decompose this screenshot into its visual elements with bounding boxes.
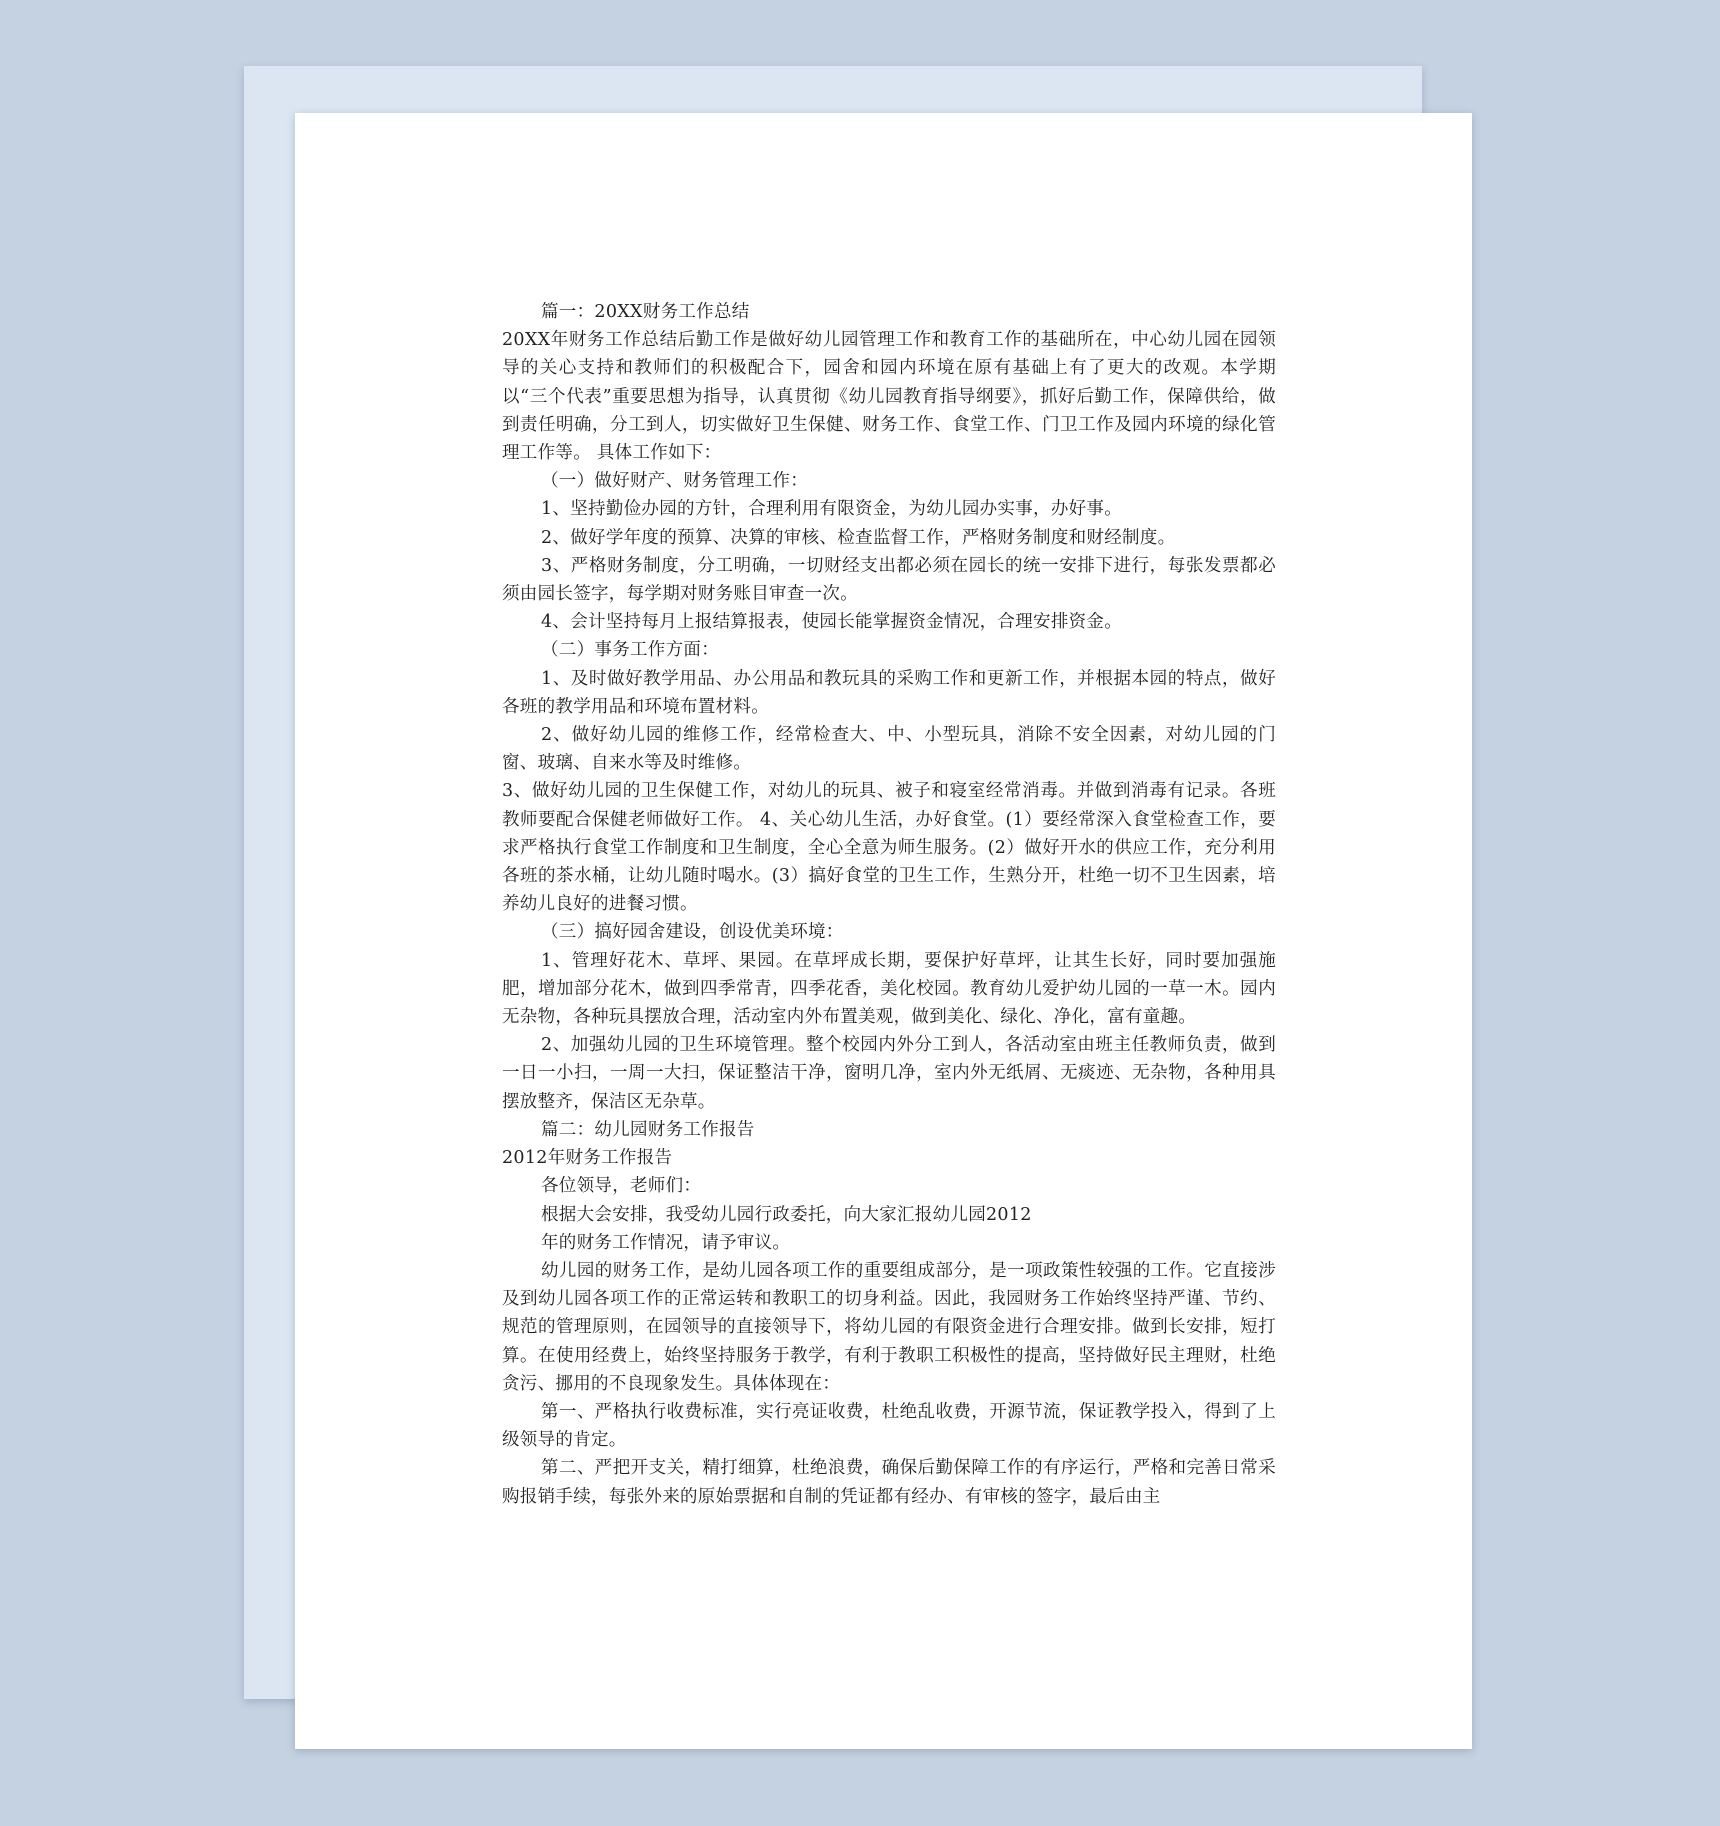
document-body xyxy=(502,298,1276,1511)
document-paragraph: 2012年财务工作报告 xyxy=(502,1148,673,1169)
document-paragraph: 幼儿园的财务工作，是幼儿园各项工作的重要组成部分，是一项政策性较强的工作。它直接涉及到幼儿园各项工作的正常运转和教职工的切身利益。因此，我园财务工作始终坚持严谨、节约、规范的管理原则，在园领导的直接领导下，将幼儿园的有限资金进行合理安排。做到长安排，短打算。在使用经费上，始终坚持服务于教学，有利于教职工积极性的提高，坚持做好民主理财，杜绝贪污、挪用的不良现象发生。具体体现在： xyxy=(502,1260,1276,1394)
document-paragraph: 20XX年财务工作总结后勤工作是做好幼儿园管理工作和教育工作的基础所在，中心幼儿园在园领导的关心支持和教师们的积极配合下，园舍和园内环境在原有基础上有了更大的改观。本学期以“三个代表”重要思想为指导，认真贯彻《幼儿园教育指导纲要》，抓好后勤工作，保障供给，做到责任明确，分工到人，切实做好卫生保健、财务工作、食堂工作、门卫工作及园内环境的绿化管理工作等。 具体工作如下： xyxy=(502,330,1276,464)
document-paragraph: 年的财务工作情况，请予审议。 xyxy=(541,1232,791,1253)
document-paragraph: 1、坚持勤俭办园的方针，合理利用有限资金，为幼儿园办实事，办好事。 xyxy=(541,499,1123,520)
document-paragraph: 2、做好幼儿园的维修工作，经常检查大、中、小型玩具，消除不安全因素，对幼儿园的门窗、玻璃、自来水等及时维修。 xyxy=(502,725,1276,774)
document-paragraph: 各位领导，老师们： xyxy=(541,1176,702,1197)
document-paragraph: 4、会计坚持每月上报结算报表，使园长能掌握资金情况，合理安排资金。 xyxy=(541,612,1123,633)
document-paragraph: （三）搞好园舍建设，创设优美环境： xyxy=(541,922,844,943)
document-paragraph: （二）事务工作方面： xyxy=(541,640,719,661)
document-paragraph: 第二、严把开支关，精打细算，杜绝浪费，确保后勤保障工作的有序运行，严格和完善日常采购报销手续，每张外来的原始票据和自制的凭证都有经办、有审核的签字，最后由主 xyxy=(502,1458,1276,1507)
document-paragraph: 篇一：20XX财务工作总结 xyxy=(541,302,750,322)
document-paragraph: 1、及时做好教学用品、办公用品和教玩具的采购工作和更新工作，并根据本园的特点，做好各班的教学用品和环境布置材料。 xyxy=(502,668,1276,717)
document-paragraph: 第一、严格执行收费标准，实行亮证收费，杜绝乱收费，开源节流，保证教学投入，得到了上级领导的肯定。 xyxy=(502,1401,1276,1451)
document-paragraph: 1、管理好花木、草坪、果园。在草坪成长期，要保护好草坪，让其生长好，同时要加强施肥，增加部分花木，做到四季常青，四季花香，美化校园。教育幼儿爱护幼儿园的一草一木。园内无杂物，各种玩具摆放合理，活动室内外布置美观，做到美化、绿化、净化，富有童趣。 xyxy=(502,950,1276,1028)
document-paragraph: （一）做好财产、财务管理工作： xyxy=(541,471,808,492)
document-paragraph: 篇二：幼儿园财务工作报告 xyxy=(541,1119,755,1140)
document-paragraph: 2、做好学年度的预算、决算的审核、检查监督工作，严格财务制度和财经制度。 xyxy=(541,527,1176,548)
document-paragraph: 3、做好幼儿园的卫生保健工作，对幼儿的玩具、被子和寝室经常消毒。并做到消毒有记录。各班教师要配合保健老师做好工作。 4、关心幼儿生活，办好食堂。(1）要经常深入食堂检查工作，要求严格执行食堂工作制度和卫生制度，全心全意为师生服务。(2）做好开水的供应工作，充分利用各班的茶水桶，让幼儿随时喝水。(3）搞好食堂的卫生工作，生熟分开，杜绝一切不卫生因素，培养幼儿良好的进餐习惯。 xyxy=(502,781,1276,915)
document-paragraph: 根据大会安排，我受幼儿园行政委托，向大家汇报幼儿园2012 xyxy=(541,1204,1032,1225)
document-paragraph: 2、加强幼儿园的卫生环境管理。整个校园内外分工到人，各活动室由班主任教师负责，做到一日一小扫，一周一大扫，保证整洁干净，窗明几净，室内外无纸屑、无痰迹、无杂物，各种用具摆放整齐，保洁区无杂草。 xyxy=(502,1035,1276,1112)
document-paragraph: 3、严格财务制度，分工明确，一切财经支出都必须在园长的统一安排下进行，每张发票都必须由园长签字，每学期对财务账目审查一次。 xyxy=(502,555,1276,605)
